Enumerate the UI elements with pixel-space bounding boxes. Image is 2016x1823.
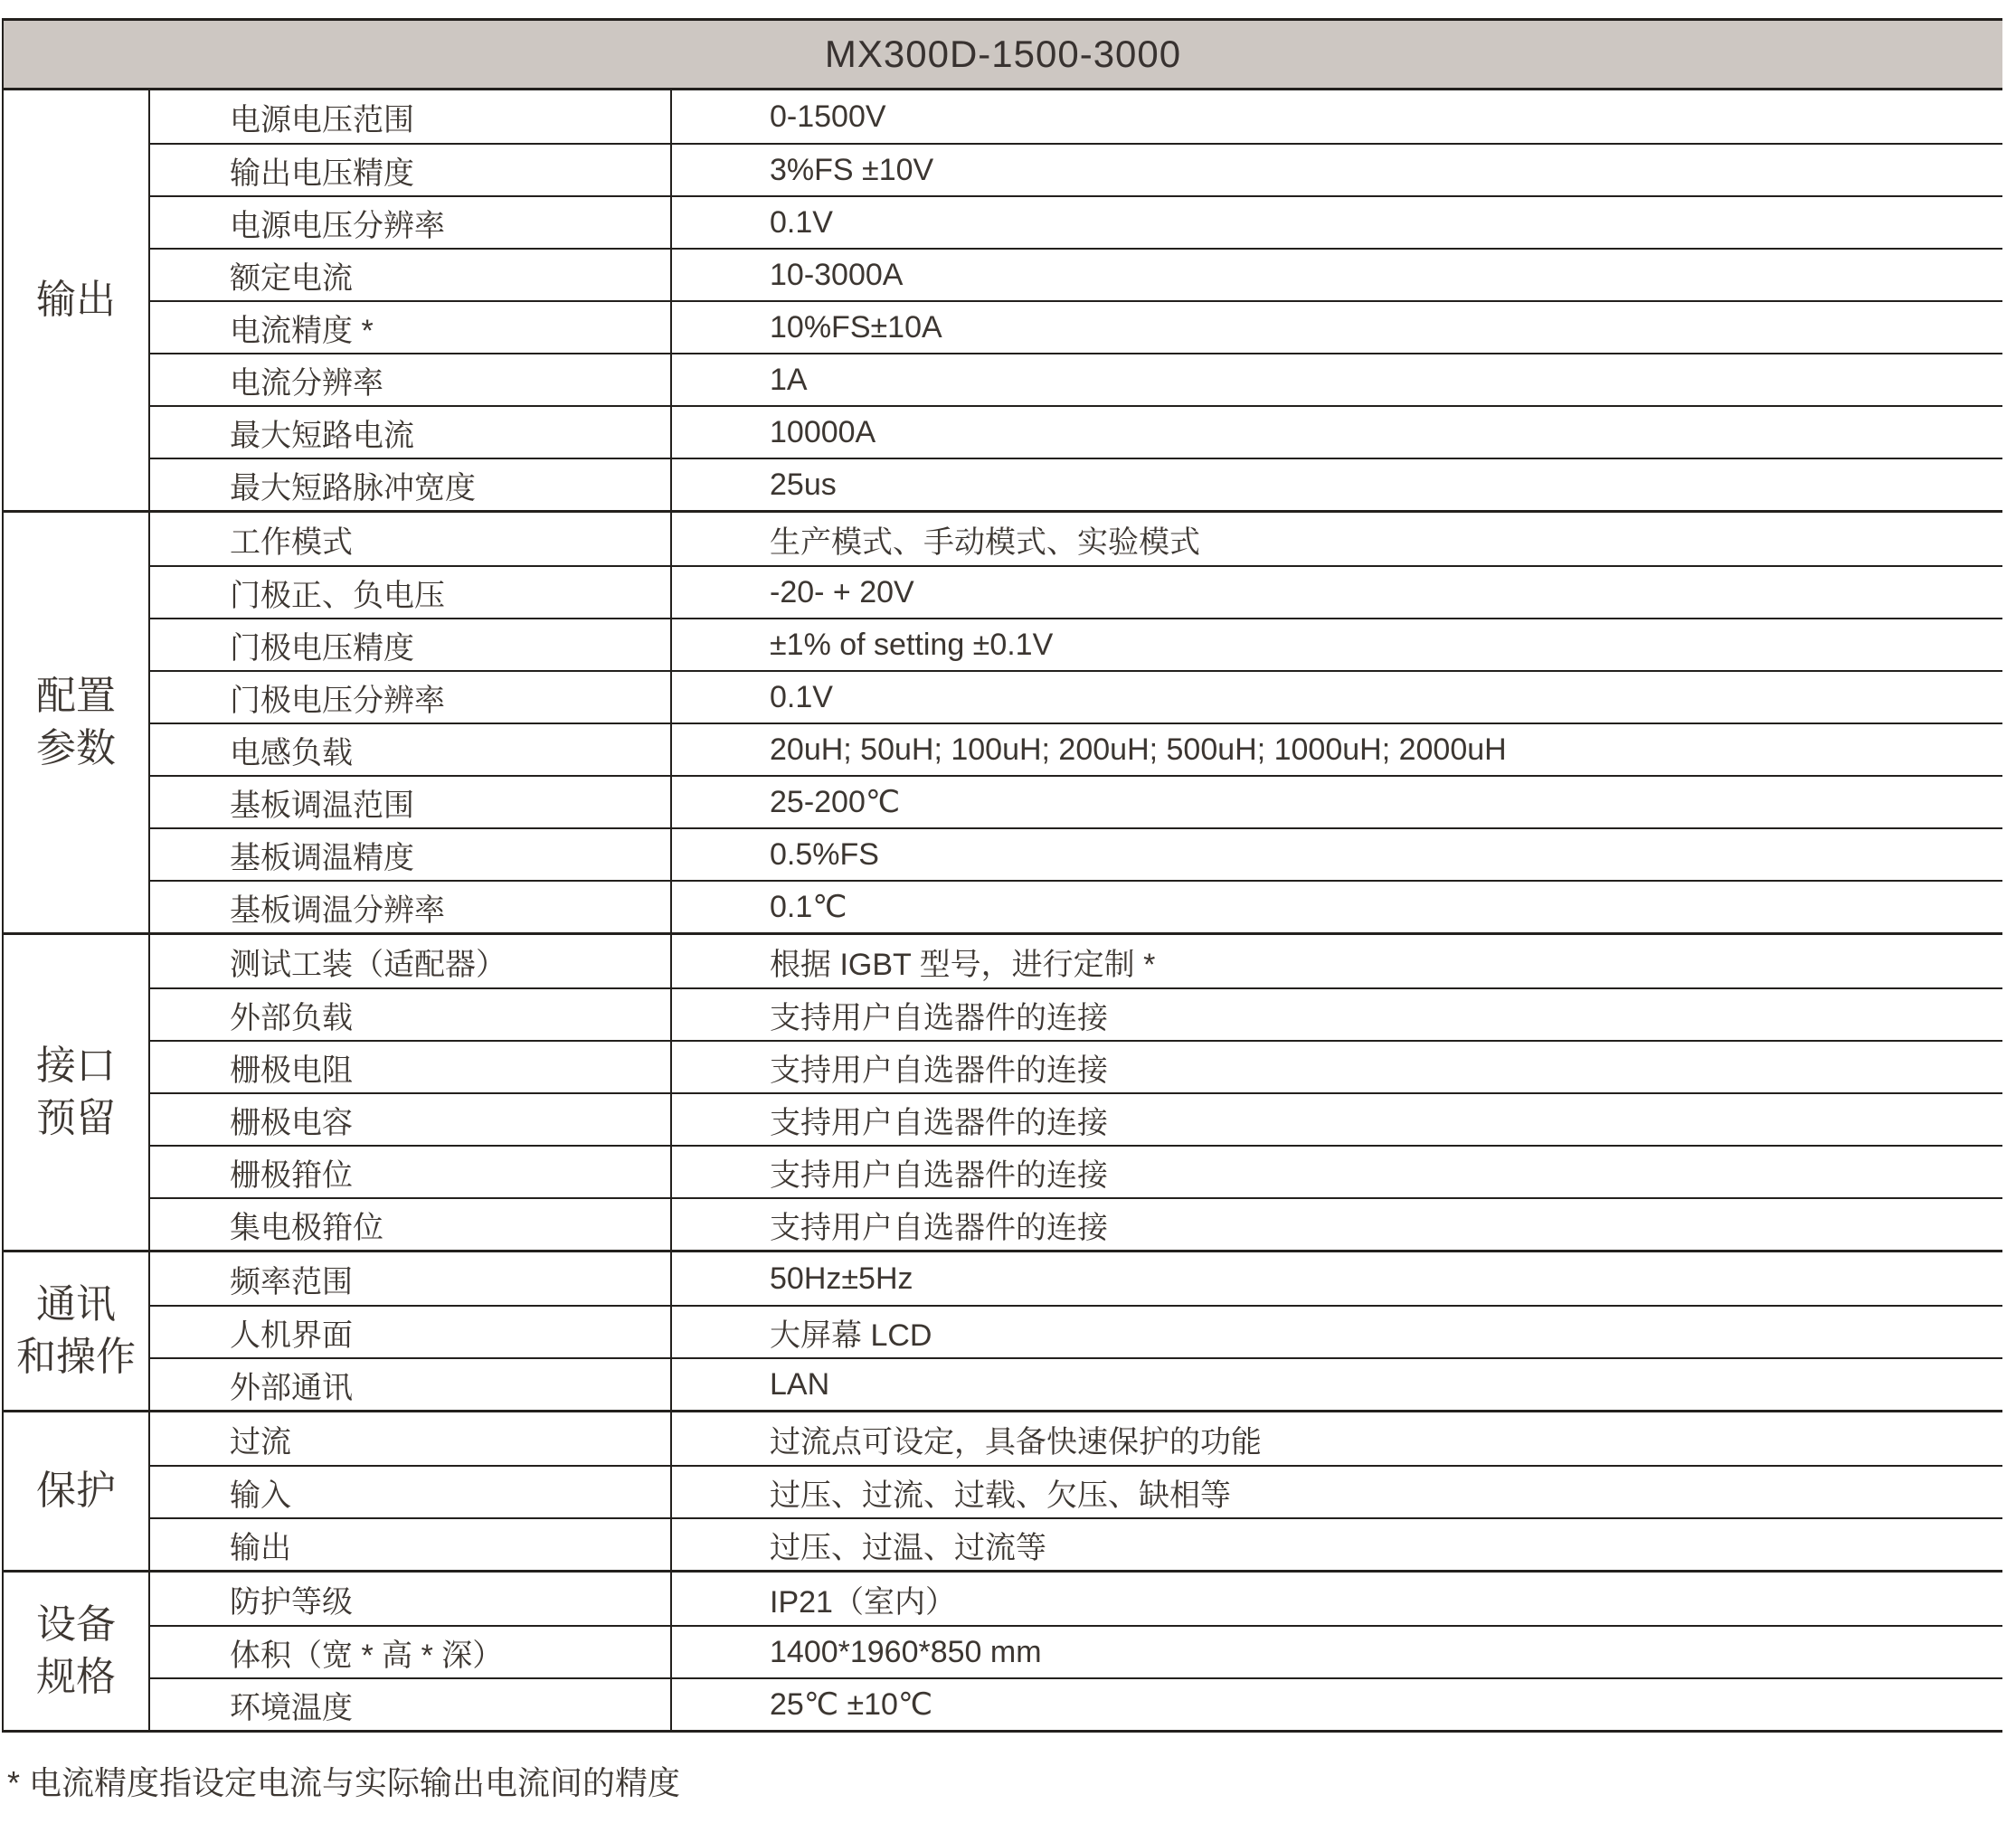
value-cell: 25us: [770, 467, 837, 502]
category-label: 配置: [36, 673, 116, 718]
spec-group: [4, 1410, 2002, 1570]
category-label: 通讯: [36, 1281, 116, 1327]
table-row: [150, 1573, 2002, 1625]
param-cell: 测试工装（适配器）: [150, 935, 672, 987]
table-row: [150, 405, 2002, 458]
table-row: [150, 1357, 2002, 1410]
value-cell: 大屏幕 LCD: [770, 1318, 932, 1353]
category-label: 规格: [36, 1655, 116, 1699]
table-row: [150, 723, 2002, 775]
value-cell: 10-3000A: [770, 257, 904, 292]
value-cell: 过流点可设定，具备快速保护的功能: [770, 1424, 1262, 1459]
param-cell: 基板调温精度: [150, 829, 672, 880]
value-cell: 0.5%FS: [770, 836, 879, 872]
table-row: [150, 987, 2002, 1040]
param-cell: 电源电压范围: [150, 90, 672, 143]
param-cell: 集电极箝位: [150, 1199, 672, 1250]
param-cell: 电流分辨率: [150, 354, 672, 405]
group-rows: [150, 935, 2002, 1250]
value-cell: 支持用户自选器件的连接: [770, 1210, 1108, 1245]
table-row: [150, 458, 2002, 510]
value-cell: 3%FS ±10V: [770, 152, 934, 187]
value-cell: 10%FS±10A: [770, 309, 942, 345]
param-cell: 电感负载: [150, 724, 672, 775]
group-rows: [150, 1252, 2002, 1410]
param-cell: 防护等级: [150, 1573, 672, 1625]
param-cell: 基板调温范围: [150, 777, 672, 827]
param-cell: 外部负载: [150, 989, 672, 1040]
value-cell: 50Hz±5Hz: [770, 1261, 913, 1296]
table-row: [150, 1040, 2002, 1092]
param-cell: 人机界面: [150, 1307, 672, 1357]
group-rows: [150, 1573, 2002, 1730]
spec-group: [4, 88, 2002, 510]
value-cell: 支持用户自选器件的连接: [770, 1105, 1108, 1140]
table-row: [150, 670, 2002, 723]
param-cell: 门极正、负电压: [150, 567, 672, 618]
table-row: [150, 353, 2002, 405]
table-row: [150, 1465, 2002, 1517]
table-row: [150, 775, 2002, 827]
table-row: [150, 1197, 2002, 1250]
value-cell: 生产模式、手动模式、实验模式: [770, 524, 1200, 560]
param-cell: 最大短路电流: [150, 407, 672, 458]
param-cell: 最大短路脉冲宽度: [150, 459, 672, 510]
category-label: 接口: [36, 1043, 116, 1088]
value-cell: 支持用户自选器件的连接: [770, 1053, 1108, 1088]
value-cell: 0.1℃: [770, 890, 847, 924]
param-cell: 输入: [150, 1467, 672, 1517]
param-cell: 电流精度 *: [150, 302, 672, 353]
table-row: [150, 1677, 2002, 1730]
value-cell: 10000A: [770, 414, 876, 449]
table-row: [150, 1252, 2002, 1305]
param-cell: 频率范围: [150, 1252, 672, 1305]
category-cell: [4, 513, 150, 932]
table-row: [150, 1625, 2002, 1677]
param-cell: 体积（宽 * 高 * 深）: [150, 1627, 672, 1677]
value-cell: 0-1500V: [770, 99, 886, 134]
category-label: 输出: [36, 277, 116, 322]
spec-group: [4, 1250, 2002, 1410]
param-cell: 额定电流: [150, 250, 672, 300]
value-cell: 过压、过温、过流等: [770, 1530, 1046, 1565]
category-label: 和操作: [16, 1335, 136, 1379]
table-row: [150, 195, 2002, 248]
param-cell: 过流: [150, 1412, 672, 1465]
table-row: [150, 1305, 2002, 1357]
table-row: [150, 1092, 2002, 1145]
category-cell: [4, 1252, 150, 1410]
value-cell: 1A: [770, 362, 808, 397]
category-label: 参数: [36, 726, 116, 770]
table-row: [150, 618, 2002, 670]
value-cell: 根据 IGBT 型号，进行定制 *: [770, 947, 1156, 982]
spec-group: [4, 510, 2002, 932]
param-cell: 门极电压分辨率: [150, 672, 672, 723]
table-row: [150, 90, 2002, 143]
value-cell: 0.1V: [770, 204, 833, 240]
value-cell: IP21（室内）: [770, 1584, 956, 1620]
category-cell: [4, 935, 150, 1250]
param-cell: 栅极电容: [150, 1094, 672, 1145]
spec-group: [4, 1570, 2002, 1730]
category-cell: [4, 1573, 150, 1730]
value-cell: LAN: [770, 1366, 830, 1402]
param-cell: 门极电压精度: [150, 619, 672, 670]
category-cell: [4, 90, 150, 510]
table-title-bar: [4, 21, 2002, 88]
param-cell: 环境温度: [150, 1679, 672, 1730]
table-row: [150, 143, 2002, 195]
table-row: [150, 565, 2002, 618]
table-groups: [4, 88, 2002, 1730]
value-cell: ±1% of setting ±0.1V: [770, 627, 1054, 662]
param-cell: 输出电压精度: [150, 145, 672, 195]
group-rows: [150, 513, 2002, 932]
param-cell: 工作模式: [150, 513, 672, 565]
value-cell: 过压、过流、过载、欠压、缺相等: [770, 1478, 1231, 1513]
footnote: * 电流精度指设定电流与实际输出电流间的精度: [7, 1764, 681, 1801]
table-row: [150, 248, 2002, 300]
param-cell: 栅极电阻: [150, 1042, 672, 1092]
value-cell: -20- + 20V: [770, 574, 914, 609]
table-row: [150, 1412, 2002, 1465]
table-row: [150, 935, 2002, 987]
spec-table: [2, 18, 2002, 1733]
category-label: 预留: [36, 1096, 116, 1140]
value-cell: 支持用户自选器件的连接: [770, 1000, 1108, 1035]
param-cell: 栅极箝位: [150, 1147, 672, 1197]
table-row: [150, 513, 2002, 565]
spec-group: [4, 932, 2002, 1250]
value-cell: 1400*1960*850 mm: [770, 1634, 1042, 1669]
value-cell: 0.1V: [770, 679, 833, 714]
param-cell: 基板调温分辨率: [150, 882, 672, 932]
value-cell: 25℃ ±10℃: [770, 1687, 933, 1722]
value-cell: 25-200℃: [770, 785, 901, 819]
table-row: [150, 300, 2002, 353]
param-cell: 电源电压分辨率: [150, 197, 672, 248]
table-row: [150, 880, 2002, 932]
table-row: [150, 827, 2002, 880]
category-label: 保护: [36, 1468, 116, 1513]
value-cell: 支持用户自选器件的连接: [770, 1157, 1108, 1193]
group-rows: [150, 90, 2002, 510]
value-cell: 20uH; 50uH; 100uH; 200uH; 500uH; 1000uH; 2000uH: [770, 732, 1507, 767]
category-cell: [4, 1412, 150, 1570]
group-rows: [150, 1412, 2002, 1570]
table-row: [150, 1145, 2002, 1197]
category-label: 设备: [36, 1601, 116, 1647]
page-title: MX300D-1500-3000: [824, 33, 1182, 75]
param-cell: 输出: [150, 1519, 672, 1570]
table-row: [150, 1517, 2002, 1570]
param-cell: 外部通讯: [150, 1359, 672, 1410]
